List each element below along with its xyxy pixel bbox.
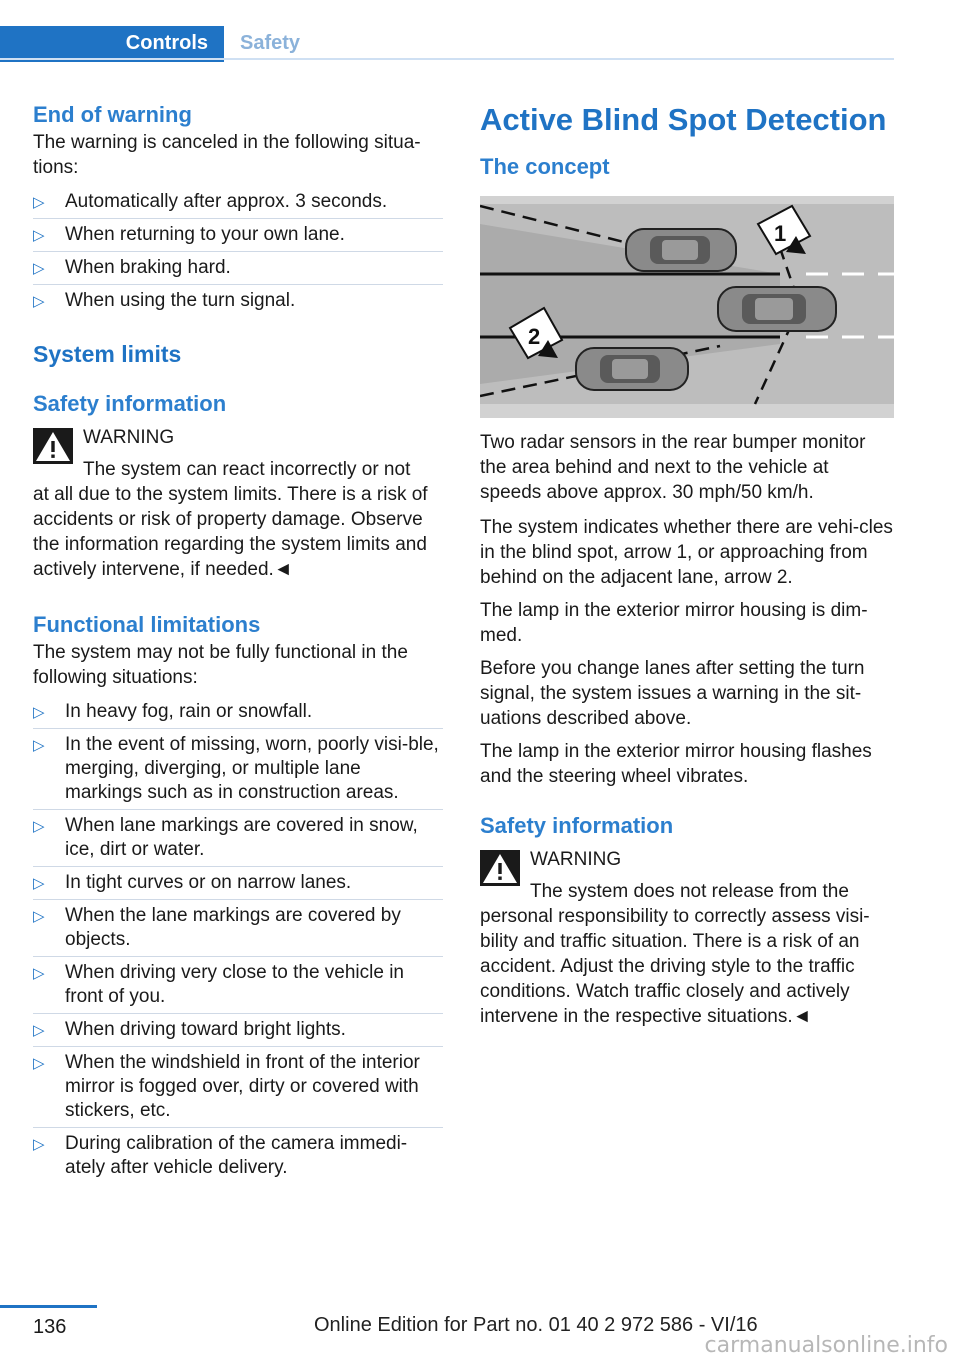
triangle-bullet-icon: ▷ — [33, 1022, 45, 1039]
triangle-bullet-icon: ▷ — [33, 818, 45, 835]
blind-spot-illustration — [480, 196, 894, 418]
triangle-bullet-icon: ▷ — [33, 1136, 45, 1153]
concept-paragraph-5: The lamp in the exterior mirror housing flashes and the steering wheel vibrates. — [480, 741, 872, 787]
functional-limitations-intro: The system may not be fully functional in the following situations: — [33, 642, 408, 688]
triangle-bullet-icon: ▷ — [33, 260, 45, 277]
car-icon — [718, 287, 836, 331]
warning-block — [33, 425, 443, 582]
list-item: ▷ During calibration of the camera immedi‐ately after vehicle delivery. — [33, 1133, 408, 1178]
warning-title-right: WARNING — [530, 849, 622, 870]
list-item: ▷ When returning to your own lane. — [33, 219, 443, 252]
footer-rule — [0, 1305, 97, 1308]
section-tabs — [0, 26, 894, 60]
list-item: ▷ In tight curves or on narrow lanes. — [33, 867, 443, 900]
functional-limitations-heading: Functional limitations — [33, 612, 261, 637]
list-item: ▷ When braking hard. — [33, 252, 443, 285]
list-item: ▷ In the event of missing, worn, poorly visi‐ble, merging, diverging, or multiple lane markings such as in construction areas. — [33, 729, 443, 810]
concept-paragraph-1: Two radar sensors in the rear bumper monitor the area behind and next to the vehicle at speeds above approx. 30 mph/50 km/h. — [480, 432, 866, 503]
warning-text-right: The system does not release from the personal responsibility to correctly assess visi‐bility and traffic situation. There is a risk of an accident. Adjust the driving style to the traffic conditions. Watch traffic closely and actively intervene in the respective situations.◄ — [480, 881, 870, 1027]
triangle-bullet-icon: ▷ — [33, 194, 45, 211]
list-item: ▷ When the lane markings are covered by objects. — [33, 900, 443, 957]
right-column — [480, 100, 894, 1029]
concept-paragraph-2: The system indicates whether there are vehi‐cles in the blind spot, arrow 1, or approaching from behind on the adjacent lane, arrow 2. — [480, 517, 893, 588]
warning-icon — [480, 850, 520, 886]
svg-text:1: 1 — [774, 221, 787, 246]
warning-title: WARNING — [83, 427, 175, 448]
triangle-bullet-icon: ▷ — [33, 704, 45, 721]
triangle-bullet-icon: ▷ — [33, 875, 45, 892]
car-icon — [626, 229, 736, 271]
list-item: ▷ When lane markings are covered in snow, ice, dirt or water. — [33, 810, 443, 867]
list-item: ▷ When driving very close to the vehicle in front of you. — [33, 957, 443, 1014]
safety-information-heading-right: Safety information — [480, 813, 674, 838]
list-item: ▷ When using the turn signal. — [33, 285, 443, 317]
triangle-bullet-icon: ▷ — [33, 965, 45, 982]
triangle-bullet-icon: ▷ — [33, 908, 45, 925]
list-item: ▷ Automatically after approx. 3 seconds. — [33, 186, 443, 219]
page-number: 136 — [33, 1316, 67, 1338]
triangle-bullet-icon: ▷ — [33, 1055, 45, 1072]
list-item: ▷ In heavy fog, rain or snowfall. — [33, 696, 443, 729]
system-limits-heading: System limits — [33, 341, 182, 367]
concept-paragraph-4: Before you change lanes after setting the turn signal, the system issues a warning in the sit‐uations described above. — [480, 658, 865, 729]
warning-icon — [33, 428, 73, 464]
warning-block-right — [480, 847, 894, 1029]
svg-text:2: 2 — [528, 324, 541, 349]
end-of-warning-list — [33, 186, 443, 317]
edition-note: Online Edition for Part no. 01 40 2 972 586 - VI/16 — [314, 1314, 758, 1336]
end-of-warning-heading: End of warning — [33, 102, 192, 127]
list-item: ▷ When driving toward bright lights. — [33, 1014, 443, 1047]
tab-underline — [0, 58, 894, 60]
tab-controls[interactable]: Controls — [0, 26, 224, 62]
road-diagram — [480, 196, 894, 418]
functional-limitations-list — [33, 696, 443, 1184]
safety-information-heading: Safety information — [33, 391, 227, 416]
end-of-warning-intro: The warning is canceled in the following situa‐tions: — [33, 132, 421, 178]
page-title: Active Blind Spot Detection — [480, 102, 887, 137]
tab-safety[interactable]: Safety — [240, 32, 301, 54]
car-icon — [576, 348, 688, 390]
list-item: ▷ When the windshield in front of the interior mirror is fogged over, dirty or covered with stickers, etc. — [33, 1047, 443, 1128]
triangle-bullet-icon: ▷ — [33, 737, 45, 754]
triangle-bullet-icon: ▷ — [33, 227, 45, 244]
left-column — [33, 100, 443, 1184]
watermark: carmanualsonline.info — [704, 1333, 948, 1358]
concept-paragraph-3: The lamp in the exterior mirror housing is dim‐med. — [480, 600, 868, 646]
concept-heading: The concept — [480, 154, 610, 179]
warning-text: The system can react incorrectly or not at all due to the system limits. There is a risk of accidents or risk of property damage. Observe the information regarding the system limits and actively intervene, if needed.◄ — [33, 459, 428, 580]
triangle-bullet-icon: ▷ — [33, 293, 45, 310]
